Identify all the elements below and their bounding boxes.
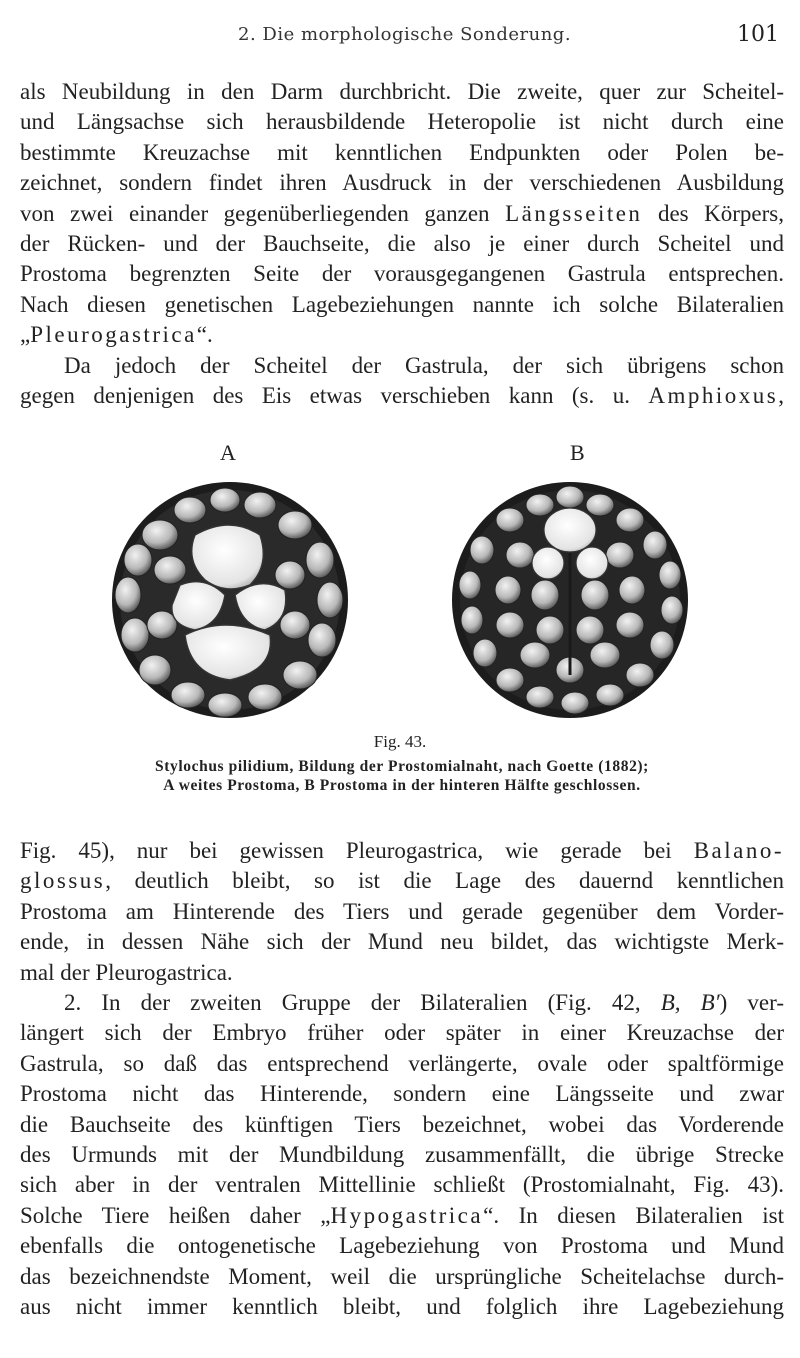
text-span: gegen denjenigen des Eis etwas verschieben kann (s. u.	[20, 383, 630, 409]
text-line: das bezeichnendste Moment, weil die ursprüngliche Scheitelachse durch-	[20, 1263, 784, 1289]
text-line: und Längsachse sich herausbildende Heteropolie ist nicht durch eine	[20, 109, 784, 135]
text-line	[20, 836, 784, 866]
spaced-term: Amphioxus	[648, 383, 779, 409]
text-line: Gastrula, so daß das entsprechend verlängerte, ovale oder spaltförmige	[20, 1050, 784, 1076]
paragraph-4	[20, 988, 784, 1322]
text-line	[20, 381, 784, 411]
text-line: Prostoma am Hinterende des Tiers und gerade gegenüber dem Vorder-	[20, 898, 784, 924]
text-line: ende, in dessen Nähe sich der Mund neu bildet, das wichtigste Merk-	[20, 929, 784, 955]
embryo-b	[452, 482, 688, 718]
text-line	[20, 866, 784, 896]
paragraph-3	[20, 836, 784, 988]
caption-line: Stylochus pilidium, Bildung der Prostomialnaht, nach Goette (1882);	[155, 758, 649, 775]
text-line: Prostoma begrenzten Seite der vorausgegangenen Gastrula entsprechen.	[20, 261, 784, 287]
text-line: zeichnet, sondern findet ihren Ausdruck in der verschiedenen Ausbildung	[20, 170, 784, 196]
text-line: aus nicht immer kenntlich bleibt, und folglich ihre Lagebeziehung	[20, 1293, 784, 1319]
text-line: als Neubildung in den Darm durchbricht. Die zweite, quer zur Scheitel-	[20, 79, 784, 104]
text-span: 2. In der zweiten Gruppe der Bilateralien (Fig. 42,	[64, 990, 641, 1015]
text-line	[20, 320, 784, 350]
quote-open: „	[20, 322, 31, 348]
running-head	[0, 22, 800, 52]
figure-label-a: A	[220, 440, 236, 465]
text-span: von zwei einander gegenüberliegenden ganzen	[20, 200, 490, 226]
text-span: Solche Tiere heißen daher „	[20, 1202, 331, 1228]
text-line: mal der Pleurogastrica.	[20, 959, 233, 985]
running-title: 2. Die morphologische Sonderung.	[238, 24, 572, 45]
text-line: des Urmunds mit der Mundbildung zusammenfällt, die übrige Strecke	[20, 1141, 784, 1167]
text-line: längert sich der Embryo früher oder später in einer Kreuzachse der	[20, 1020, 784, 1046]
text-span: Fig. 45), nur bei gewissen Pleurogastrica, wie gerade bei	[20, 838, 672, 863]
text-line: bestimmte Kreuzachse mit kenntlichen Endpunkten oder Polen be-	[20, 139, 784, 165]
text-line: die Bauchseite des künftigen Tiers bezeichnet, wobei das Vorderende	[20, 1111, 784, 1137]
text-span: “. In diesen Bilateralien ist	[483, 1202, 784, 1228]
page-number: 101	[737, 22, 779, 47]
figure-caption	[20, 758, 784, 796]
text-line: ebenfalls die ontogenetische Lagebeziehung von Prostoma und Mund	[20, 1233, 784, 1259]
spaced-term: Hypogastrica	[330, 1202, 484, 1228]
figure-label-b: B	[570, 440, 585, 465]
spaced-term: glossus	[20, 868, 106, 894]
text-line: Nach diesen genetischen Lagebeziehungen nannte ich solche Bilateralien	[20, 291, 784, 317]
embryo-illustration	[100, 475, 700, 725]
text-line	[20, 988, 784, 1018]
italic-reference: B, B′	[660, 990, 720, 1015]
spaced-term: Pleurogastrica	[30, 322, 197, 348]
paragraph-1	[20, 77, 784, 351]
embryo-a	[112, 482, 348, 718]
text-span: , deutlich bleibt, so ist die Lage des dauernd kenntlichen	[105, 868, 784, 894]
figure-number: Fig. 43.	[373, 732, 427, 751]
text-span: des Körpers,	[642, 200, 784, 226]
spaced-term: Längsseiten	[505, 200, 643, 226]
quote-close: “.	[196, 322, 213, 348]
text-line: der Rücken- und der Bauchseite, die also je einer durch Scheitel und	[20, 230, 784, 256]
caption-line: A weites Prostoma, B Prostoma in der hinteren Hälfte geschlossen.	[163, 777, 641, 794]
text-line: Da jedoch der Scheitel der Gastrula, der sich übrigens schon	[64, 353, 784, 378]
text-line	[20, 1201, 784, 1231]
text-line: Prostoma nicht das Hinterende, sondern eine Längsseite und zwar	[20, 1081, 784, 1107]
spaced-term: Balano-	[693, 838, 784, 863]
text-span: ) ver-	[719, 990, 784, 1015]
text-line	[20, 199, 784, 229]
paragraph-2	[20, 351, 784, 412]
text-line: sich aber in der ventralen Mittellinie schließt (Prostomialnaht, Fig. 43).	[20, 1172, 784, 1198]
text-span: ,	[778, 383, 784, 409]
